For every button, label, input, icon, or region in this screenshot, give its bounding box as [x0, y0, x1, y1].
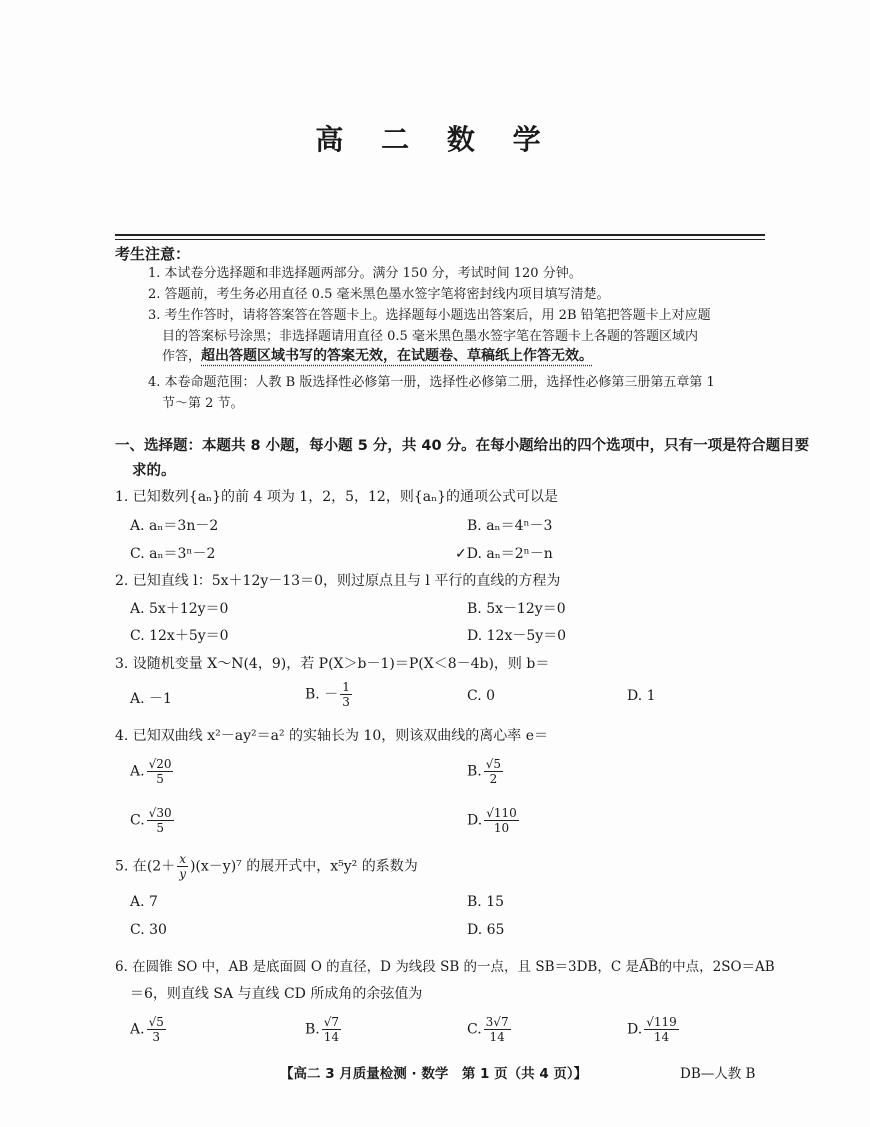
stem-fraction	[177, 852, 188, 881]
fraction-numerator: 3√7	[485, 1015, 509, 1029]
option-fraction	[147, 1015, 166, 1044]
option-label: C.	[130, 812, 145, 829]
option-fraction	[644, 1015, 679, 1044]
notice-item-3-end	[162, 346, 593, 367]
question-6-option-b	[305, 1015, 343, 1044]
section-heading: 一、选择题：本题共 8 小题，每小题 5 分，共 40 分。在每小题给出的四个选项中，只有一项是符合题目要	[115, 438, 810, 454]
question-3-option-d: D. 1	[627, 688, 656, 704]
question-2-stem: 2. 已知直线 l：5x＋12y－13＝0，则过原点且与 l 平行的直线的方程为	[115, 573, 561, 589]
question-1-stem: 1. 已知数列{aₙ}的前 4 项为 1，2，5，12，则{aₙ}的通项公式可以是	[115, 489, 559, 505]
fraction-denominator: y	[179, 867, 186, 881]
question-5-option-c: C. 30	[130, 922, 167, 938]
notice-item-3-cont: 目的答案标号涂黑；非选择题请用直径 0.5 毫米黑色墨水签字笔在答题卡上各题的答题区域内	[162, 329, 698, 344]
option-fraction	[484, 806, 519, 835]
question-1-option-d: ✓D. aₙ＝2ⁿ－n	[455, 546, 553, 562]
option-label: A.	[130, 763, 145, 780]
fraction-denominator: 5	[156, 821, 164, 835]
option-fraction	[147, 757, 174, 786]
fraction-denominator: 10	[493, 821, 510, 835]
fraction-denominator: 3	[152, 1030, 161, 1044]
question-4-stem: 4. 已知双曲线 x²－ay²＝a² 的实轴长为 10，则该双曲线的离心率 e＝	[115, 728, 549, 744]
question-2-option-c: C. 12x＋5y＝0	[130, 628, 229, 644]
option-label: C.	[467, 1021, 482, 1038]
question-1-option-b: B. aₙ＝4ⁿ－3	[467, 518, 553, 534]
option-label: D.	[627, 1021, 643, 1038]
fraction-numerator: √119	[646, 1015, 677, 1029]
fraction-denominator: 2	[489, 772, 498, 786]
stem-paren: (2＋	[146, 858, 176, 875]
question-3-option-a: A. －1	[130, 691, 172, 707]
fraction-numerator: x	[179, 852, 186, 866]
question-4-option-b	[467, 757, 505, 786]
notice-item-4-cont: 节～第 2 节。	[162, 396, 244, 411]
question-3-option-b-fraction	[340, 680, 352, 709]
notice-item-4: 4. 本卷命题范围：人教 B 版选择性必修第一册，选择性必修第二册，选择性必修第三册第五章第 1	[148, 375, 715, 390]
fraction-numerator: 1	[342, 680, 350, 694]
fraction-denominator: 14	[653, 1030, 670, 1044]
option-label: D.	[467, 812, 483, 829]
question-3-option-c: C. 0	[467, 688, 496, 704]
fraction-numerator: √7	[323, 1015, 340, 1029]
question-6-stem-cont: ＝6，则直线 SA 与直线 CD 所成角的余弦值为	[130, 986, 423, 1002]
question-5-option-d: D. 65	[467, 922, 505, 938]
notice-item-1: 1. 本试卷分选择题和非选择题两部分。满分 150 分，考试时间 120 分钟。	[148, 266, 582, 281]
fraction-denominator: 14	[323, 1030, 340, 1044]
stem-suffix: )(x－y)⁷ 的展开式中，x⁵y² 的系数为	[189, 858, 418, 875]
option-label: B.	[467, 763, 482, 780]
question-6-option-d	[627, 1015, 681, 1044]
question-3-option-b-label: B. －	[305, 686, 339, 703]
question-4-option-c	[130, 806, 176, 835]
question-5-option-b: B. 15	[467, 894, 505, 910]
fraction-numerator: √30	[148, 806, 172, 820]
notice-item-3: 3. 考生作答时，请将答案答在答题卡上。选择题每小题选出答案后，用 2B 铅笔把答题卡上对应题	[148, 308, 711, 323]
question-2-option-b: B. 5x－12y＝0	[467, 601, 566, 617]
option-fraction	[322, 1015, 341, 1044]
fraction-numerator: √20	[148, 757, 172, 771]
question-5-stem	[115, 852, 418, 881]
question-2-option-d: D. 12x－5y＝0	[467, 628, 567, 644]
fraction-numerator: √110	[486, 806, 517, 820]
header-rule-thick	[115, 234, 765, 236]
option-fraction	[484, 1015, 511, 1044]
option-fraction	[147, 806, 174, 835]
fraction-numerator: √5	[148, 1015, 164, 1029]
question-2-option-a: A. 5x＋12y＝0	[130, 601, 229, 617]
question-6-stem: 6. 在圆锥 SO 中，AB 是底面圆 O 的直径，D 为线段 SB 的一点，且 SB＝3DB，C 是A͡B的中点，2SO＝AB	[115, 959, 775, 975]
question-6-option-c	[467, 1015, 513, 1044]
question-3-option-b	[305, 680, 354, 709]
fraction-denominator: 14	[489, 1030, 505, 1044]
document-title: 高 二 数 学	[315, 123, 555, 156]
option-label: A.	[130, 1021, 145, 1038]
question-6-option-a	[130, 1015, 168, 1044]
notice-item-2: 2. 答题前，考生务必用直径 0.5 毫米黑色墨水签字笔将密封线内项目填写清楚。	[148, 287, 610, 302]
footer-code: DB—人教 B	[680, 1066, 756, 1082]
question-4-option-d	[467, 806, 521, 835]
question-1-option-c: C. aₙ＝3ⁿ－2	[130, 546, 216, 562]
question-4-option-a	[130, 757, 175, 786]
option-label: B.	[305, 1021, 320, 1038]
notice-emphasis: 超出答题区域书写的答案无效，在试题卷、草稿纸上作答无效。	[201, 348, 594, 364]
page-footer: 【高二 3 月质量检测 · 数学 第 1 页（共 4 页）】	[280, 1066, 588, 1082]
section-heading-cont: 求的。	[132, 463, 176, 479]
question-5-option-a: A. 7	[130, 894, 158, 910]
notice-heading: 考生注意：	[115, 245, 191, 263]
fraction-denominator: 3	[342, 695, 350, 709]
question-1-option-a: A. aₙ＝3n－2	[130, 518, 219, 534]
option-fraction	[484, 757, 503, 786]
fraction-denominator: 5	[156, 772, 164, 786]
header-rule-thin	[115, 239, 765, 240]
stem-prefix: 5. 在	[115, 858, 147, 875]
fraction-numerator: √5	[485, 757, 502, 771]
notice-item-3-prefix: 作答，	[162, 349, 202, 364]
question-3-stem: 3. 设随机变量 X～N(4，9)，若 P(X＞b－1)＝P(X＜8－4b)，则 b＝	[115, 656, 550, 672]
